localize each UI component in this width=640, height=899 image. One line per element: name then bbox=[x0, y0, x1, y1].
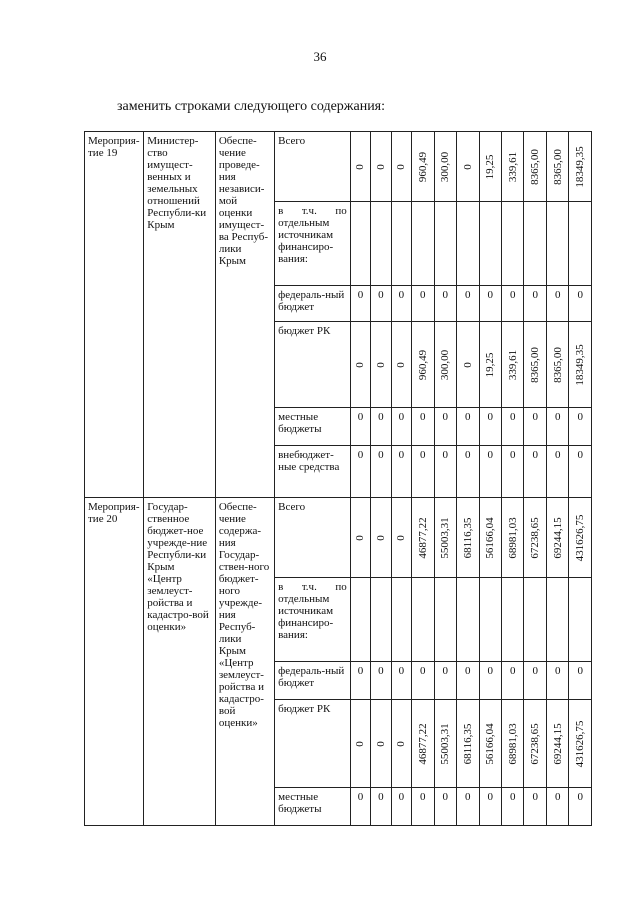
value-cell bbox=[524, 322, 546, 408]
value-cell: 0 bbox=[391, 286, 411, 322]
activity-cell: Мероприя-тие 20 bbox=[85, 498, 144, 826]
value-cell: 0 bbox=[434, 662, 456, 700]
value-text: 46877,22 bbox=[416, 722, 429, 765]
value-cell bbox=[350, 700, 370, 788]
value-cell: 0 bbox=[524, 662, 546, 700]
value-cell bbox=[434, 132, 456, 202]
source-label-cell: местные бюджеты bbox=[275, 408, 351, 446]
empty-cell bbox=[457, 202, 479, 286]
value-cell: 0 bbox=[569, 662, 592, 700]
value-text: 68116,35 bbox=[461, 517, 474, 558]
source-label-cell: бюджет РК bbox=[275, 700, 351, 788]
value-cell: 0 bbox=[546, 788, 568, 826]
table-row bbox=[85, 498, 592, 578]
empty-cell bbox=[479, 202, 501, 286]
value-text: 67238,65 bbox=[529, 516, 542, 559]
value-cell bbox=[371, 132, 391, 202]
value-text: 960,49 bbox=[416, 349, 429, 380]
value-cell: 0 bbox=[412, 788, 434, 826]
value-text: 8365,00 bbox=[551, 346, 564, 383]
table-row bbox=[85, 132, 592, 202]
empty-cell bbox=[569, 578, 592, 662]
source-label-cell: бюджет РК bbox=[275, 322, 351, 408]
value-cell bbox=[524, 700, 546, 788]
value-cell: 0 bbox=[391, 408, 411, 446]
value-text: 431626,75 bbox=[574, 514, 587, 561]
value-text: 0 bbox=[395, 740, 408, 747]
table-body bbox=[85, 132, 592, 826]
value-text: 0 bbox=[374, 163, 387, 170]
value-cell: 0 bbox=[569, 286, 592, 322]
value-cell: 0 bbox=[457, 446, 479, 498]
value-cell bbox=[546, 700, 568, 788]
value-cell bbox=[569, 700, 592, 788]
value-text: 46877,22 bbox=[416, 516, 429, 559]
value-text: 431626,75 bbox=[574, 720, 587, 767]
value-cell: 0 bbox=[524, 408, 546, 446]
value-cell: 0 bbox=[479, 408, 501, 446]
value-text: 0 bbox=[354, 163, 367, 170]
value-cell bbox=[524, 498, 546, 578]
value-cell: 0 bbox=[502, 662, 524, 700]
value-cell: 0 bbox=[350, 408, 370, 446]
empty-cell bbox=[546, 578, 568, 662]
value-cell: 0 bbox=[502, 286, 524, 322]
value-cell: 0 bbox=[502, 446, 524, 498]
value-text: 339,61 bbox=[506, 349, 519, 380]
value-text: 300,00 bbox=[439, 349, 452, 380]
value-text: 300,00 bbox=[439, 151, 452, 182]
value-text: 19,25 bbox=[484, 352, 497, 377]
value-text: 8365,00 bbox=[529, 148, 542, 185]
value-cell: 0 bbox=[546, 408, 568, 446]
value-cell bbox=[371, 322, 391, 408]
value-text: 0 bbox=[395, 534, 408, 541]
value-cell: 0 bbox=[524, 446, 546, 498]
source-label-cell: в т.ч. по отдельным источникам финансиро-вания: bbox=[275, 202, 351, 286]
source-label-cell: местные бюджеты bbox=[275, 788, 351, 826]
value-text: 960,49 bbox=[416, 151, 429, 182]
value-text: 18349,35 bbox=[574, 343, 587, 386]
empty-cell bbox=[569, 202, 592, 286]
value-text: 8365,00 bbox=[551, 148, 564, 185]
value-cell bbox=[546, 498, 568, 578]
value-cell: 0 bbox=[546, 286, 568, 322]
value-cell: 0 bbox=[479, 788, 501, 826]
value-cell: 0 bbox=[569, 788, 592, 826]
value-cell bbox=[569, 132, 592, 202]
description-cell: Обеспе-чение содержа-ния Государ-ствен-ного бюджет-ного учрежде-ния Респуб-лики Крым «Центр землеуст-ройства и кадастро-вой оценки» bbox=[215, 498, 274, 826]
value-cell bbox=[371, 700, 391, 788]
empty-cell bbox=[391, 202, 411, 286]
value-text: 18349,35 bbox=[574, 145, 587, 188]
value-cell bbox=[412, 700, 434, 788]
value-cell: 0 bbox=[479, 286, 501, 322]
value-text: 339,61 bbox=[506, 151, 519, 182]
value-cell bbox=[502, 498, 524, 578]
value-cell bbox=[412, 322, 434, 408]
value-cell bbox=[457, 700, 479, 788]
value-cell bbox=[479, 132, 501, 202]
value-cell: 0 bbox=[350, 788, 370, 826]
intro-text: заменить строками следующего содержания: bbox=[117, 99, 386, 114]
empty-cell bbox=[371, 578, 391, 662]
value-cell bbox=[479, 498, 501, 578]
value-cell: 0 bbox=[479, 662, 501, 700]
value-cell: 0 bbox=[546, 662, 568, 700]
value-cell: 0 bbox=[524, 788, 546, 826]
value-cell: 0 bbox=[569, 408, 592, 446]
value-cell bbox=[569, 498, 592, 578]
value-text: 0 bbox=[395, 361, 408, 368]
value-cell bbox=[434, 498, 456, 578]
value-cell bbox=[350, 498, 370, 578]
value-text: 68981,03 bbox=[506, 516, 519, 559]
value-cell bbox=[457, 498, 479, 578]
value-text: 0 bbox=[374, 740, 387, 747]
value-cell bbox=[412, 498, 434, 578]
empty-cell bbox=[457, 578, 479, 662]
value-cell: 0 bbox=[546, 446, 568, 498]
value-cell: 0 bbox=[524, 286, 546, 322]
value-text: 68116,35 bbox=[461, 723, 474, 764]
value-cell: 0 bbox=[457, 788, 479, 826]
source-label-cell: Всего bbox=[275, 498, 351, 578]
value-cell bbox=[524, 132, 546, 202]
value-cell: 0 bbox=[371, 408, 391, 446]
value-text: 0 bbox=[395, 163, 408, 170]
empty-cell bbox=[546, 202, 568, 286]
value-cell bbox=[350, 322, 370, 408]
value-cell: 0 bbox=[569, 446, 592, 498]
value-cell: 0 bbox=[350, 286, 370, 322]
value-cell: 0 bbox=[350, 662, 370, 700]
page-number: 36 bbox=[313, 49, 327, 64]
empty-cell bbox=[479, 578, 501, 662]
value-cell: 0 bbox=[412, 408, 434, 446]
source-label-cell: федераль-ный бюджет bbox=[275, 286, 351, 322]
value-cell bbox=[434, 322, 456, 408]
empty-cell bbox=[412, 578, 434, 662]
value-cell: 0 bbox=[391, 662, 411, 700]
empty-cell bbox=[350, 202, 370, 286]
description-cell: Обеспе-чение проведе-ния независи-мой оценки имущест-ва Респуб-лики Крым bbox=[215, 132, 274, 498]
value-cell: 0 bbox=[371, 446, 391, 498]
value-text: 0 bbox=[461, 361, 474, 368]
value-text: 8365,00 bbox=[529, 346, 542, 383]
value-cell bbox=[502, 700, 524, 788]
value-cell bbox=[546, 322, 568, 408]
empty-cell bbox=[524, 578, 546, 662]
value-text: 0 bbox=[461, 163, 474, 170]
value-cell: 0 bbox=[457, 662, 479, 700]
empty-cell bbox=[434, 578, 456, 662]
value-cell: 0 bbox=[502, 408, 524, 446]
value-cell: 0 bbox=[479, 446, 501, 498]
value-cell: 0 bbox=[457, 408, 479, 446]
value-cell: 0 bbox=[502, 788, 524, 826]
empty-cell bbox=[502, 578, 524, 662]
empty-cell bbox=[350, 578, 370, 662]
value-text: 0 bbox=[374, 361, 387, 368]
source-label-cell: внебюджет-ные средства bbox=[275, 446, 351, 498]
source-label-cell: федераль-ный бюджет bbox=[275, 662, 351, 700]
executor-cell: Государ-ственное бюджет-ное учрежде-ние Республи-ки Крым «Центр землеуст-ройства и кадастро-вой оценки» bbox=[144, 498, 216, 826]
source-label-cell: Всего bbox=[275, 132, 351, 202]
value-text: 56166,04 bbox=[484, 516, 497, 559]
value-cell: 0 bbox=[391, 446, 411, 498]
value-cell bbox=[434, 700, 456, 788]
value-cell: 0 bbox=[412, 286, 434, 322]
value-text: 56166,04 bbox=[484, 722, 497, 765]
value-cell bbox=[391, 132, 411, 202]
value-cell: 0 bbox=[371, 662, 391, 700]
value-text: 55003,31 bbox=[439, 516, 452, 559]
value-text: 67238,65 bbox=[529, 722, 542, 765]
value-cell bbox=[546, 132, 568, 202]
value-cell bbox=[391, 498, 411, 578]
value-cell: 0 bbox=[371, 788, 391, 826]
value-text: 69244,15 bbox=[551, 722, 564, 765]
empty-cell bbox=[502, 202, 524, 286]
value-cell: 0 bbox=[412, 662, 434, 700]
value-cell bbox=[502, 132, 524, 202]
value-cell: 0 bbox=[434, 408, 456, 446]
value-cell: 0 bbox=[371, 286, 391, 322]
value-cell: 0 bbox=[412, 446, 434, 498]
value-cell bbox=[569, 322, 592, 408]
value-text: 0 bbox=[354, 534, 367, 541]
value-text: 0 bbox=[354, 740, 367, 747]
value-text: 69244,15 bbox=[551, 516, 564, 559]
activity-cell: Мероприя-тие 19 bbox=[85, 132, 144, 498]
value-cell bbox=[391, 700, 411, 788]
value-cell: 0 bbox=[434, 286, 456, 322]
value-text: 68981,03 bbox=[506, 722, 519, 765]
value-text: 0 bbox=[374, 534, 387, 541]
empty-cell bbox=[412, 202, 434, 286]
empty-cell bbox=[391, 578, 411, 662]
value-cell bbox=[457, 132, 479, 202]
value-cell: 0 bbox=[434, 446, 456, 498]
value-cell: 0 bbox=[434, 788, 456, 826]
value-cell: 0 bbox=[391, 788, 411, 826]
value-text: 0 bbox=[354, 361, 367, 368]
executor-cell: Министер-ство имущест-венных и земельных отношений Республи-ки Крым bbox=[144, 132, 216, 498]
value-cell: 0 bbox=[457, 286, 479, 322]
empty-cell bbox=[371, 202, 391, 286]
value-cell bbox=[457, 322, 479, 408]
value-cell bbox=[479, 700, 501, 788]
value-cell bbox=[479, 322, 501, 408]
value-cell bbox=[391, 322, 411, 408]
value-text: 55003,31 bbox=[439, 722, 452, 765]
value-cell bbox=[350, 132, 370, 202]
financing-table bbox=[84, 131, 592, 826]
source-label-cell: в т.ч. по отдельным источникам финансиро-вания: bbox=[275, 578, 351, 662]
empty-cell bbox=[434, 202, 456, 286]
value-cell: 0 bbox=[350, 446, 370, 498]
value-cell bbox=[371, 498, 391, 578]
value-cell bbox=[502, 322, 524, 408]
value-cell bbox=[412, 132, 434, 202]
value-text: 19,25 bbox=[484, 154, 497, 179]
empty-cell bbox=[524, 202, 546, 286]
